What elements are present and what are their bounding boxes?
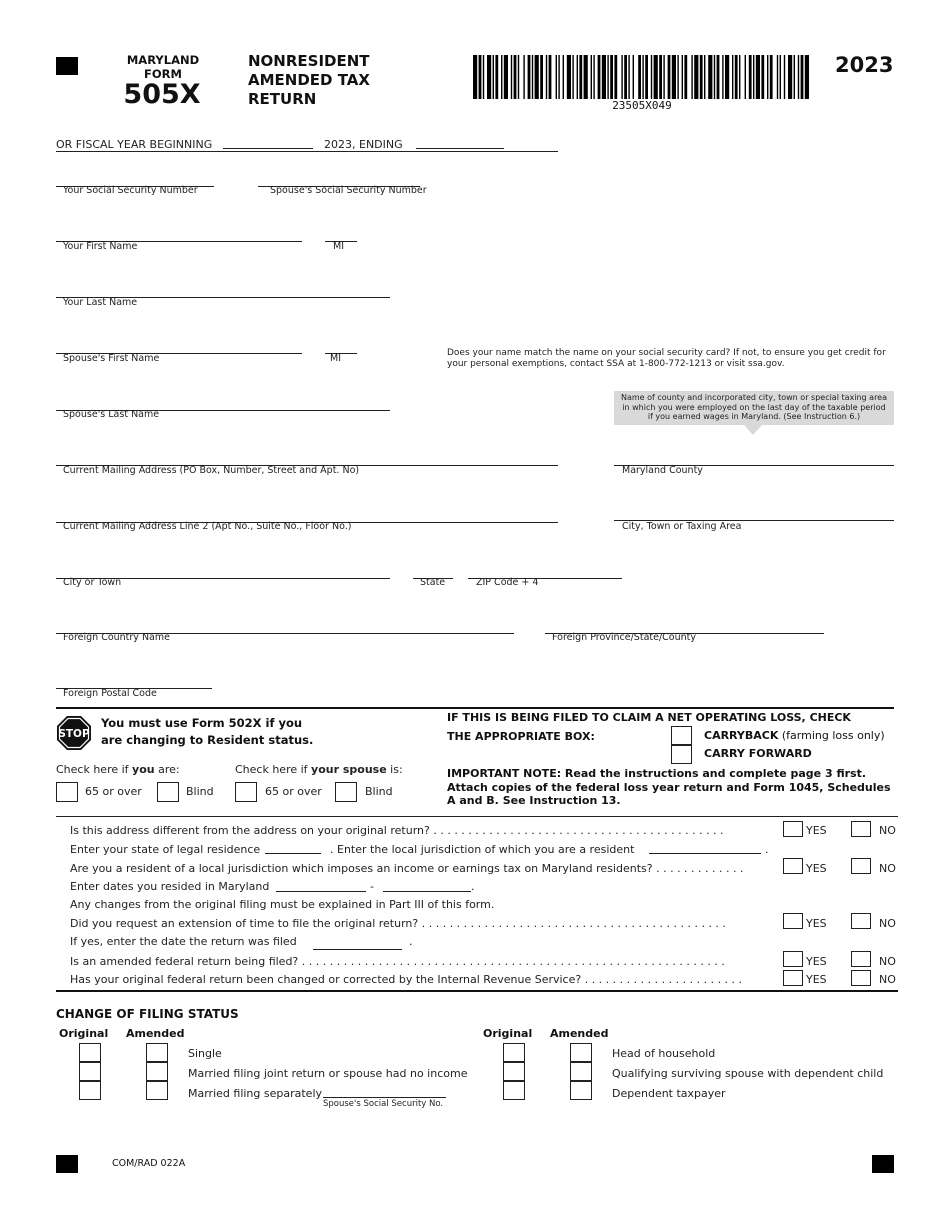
important-note: IMPORTANT NOTE: Read the instructions and complete page 3 first. Attach copies of the federal loss year return and Form 1045, Schedules A and B. See Instruction 13. — [447, 767, 891, 807]
q3-yes-checkbox[interactable] — [783, 858, 803, 874]
mfj-amended-checkbox[interactable] — [146, 1062, 168, 1081]
dependent-original-checkbox[interactable] — [503, 1081, 525, 1100]
stop-line2: are changing to Resident status. — [101, 733, 314, 747]
qss-amended-checkbox[interactable] — [570, 1062, 592, 1081]
q6-no-label: NO — [879, 917, 896, 930]
form-title-3: RETURN — [248, 90, 317, 108]
q-extension: Did you request an extension of time to file the original return? . . . . . . . . . . . . . . . . . . . . . . . . . . . . . . . . . . . . . . . . . . . . — [70, 917, 726, 930]
state-label-field: State — [420, 577, 446, 588]
date-filed-field[interactable] — [313, 949, 402, 950]
q8-no-checkbox[interactable] — [851, 951, 871, 967]
q-local-tax: Are you a resident of a local jurisdiction which imposes an income or earnings tax on Maryland residents? . . . . . . . . . . . . . — [70, 862, 744, 875]
check-you-label: Check here if you are: — [56, 763, 180, 776]
q9-no-label: NO — [879, 973, 896, 986]
q9-no-checkbox[interactable] — [851, 970, 871, 986]
first-name-label: Your First Name — [63, 241, 138, 252]
ssa-note: Does your name match the name on your social security card? If not, to ensure you get credit for your personal exemptions, contact SSA at 1-800-772-1213 or visit ssa.gov. — [447, 348, 886, 369]
amended-header-right: Amended — [550, 1027, 609, 1040]
dependent-amended-checkbox[interactable] — [570, 1081, 592, 1100]
nol-line1: IF THIS IS BEING FILED TO CLAIM A NET OPERATING LOSS, CHECK — [447, 711, 851, 724]
fiscal-end-field[interactable] — [416, 148, 504, 149]
q-irs-changed: Has your original federal return been changed or corrected by the Internal Revenue Service? . . . . . . . . . . . . . . . . . . . . . . . — [70, 973, 743, 986]
hoh-original-checkbox[interactable] — [503, 1043, 525, 1062]
hoh-label: Head of household — [612, 1047, 716, 1060]
single-label: Single — [188, 1047, 222, 1060]
q8-yes-checkbox[interactable] — [783, 951, 803, 967]
spouse-blind-label: Blind — [365, 785, 393, 798]
fiscal-year-beginning-label: OR FISCAL YEAR BEGINNING — [56, 138, 213, 151]
q8-yes-label: YES — [806, 955, 827, 968]
questions-bottom-border — [56, 990, 898, 992]
spouse-last-name-label: Spouse's Last Name — [63, 409, 160, 420]
spouse-blind-checkbox[interactable] — [335, 782, 357, 802]
stop-line1: You must use Form 502X if you — [101, 716, 303, 730]
foreign-postal-label: Foreign Postal Code — [63, 688, 157, 699]
maryland-county-label: Maryland County — [622, 465, 703, 476]
city-taxing-area-label: City, Town or Taxing Area — [622, 521, 742, 532]
stop-sign-icon — [56, 715, 92, 751]
single-original-checkbox[interactable] — [79, 1043, 101, 1062]
address-line2-label: Current Mailing Address Line 2 (Apt No., Suite No., Floor No.) — [63, 521, 352, 532]
foreign-country-label: Foreign Country Name — [63, 632, 170, 643]
form-word: FORM — [144, 67, 182, 81]
spouse-65-checkbox[interactable] — [235, 782, 257, 802]
mfj-label: Married filing joint return or spouse had no income — [188, 1067, 468, 1080]
amended-header-left: Amended — [126, 1027, 185, 1040]
original-header-right: Original — [483, 1027, 533, 1040]
foreign-province-label: Foreign Province/State/County — [552, 632, 696, 643]
q1-no-checkbox[interactable] — [851, 821, 871, 837]
mfs-label: Married filing separately — [188, 1087, 323, 1100]
stop-icon-text: STOP — [58, 728, 90, 740]
mfj-original-checkbox[interactable] — [79, 1062, 101, 1081]
mfs-spouse-ssn-label: Spouse's Social Security No. — [323, 1099, 444, 1109]
q9-yes-label: YES — [806, 973, 827, 986]
filing-status-title: CHANGE OF FILING STATUS — [56, 1007, 239, 1021]
you-65-label: 65 or over — [85, 785, 142, 798]
mi-label: MI — [333, 241, 344, 252]
zip-label: ZIP Code + 4 — [476, 577, 539, 588]
original-header-left: Original — [59, 1027, 109, 1040]
local-jurisdiction-field[interactable] — [649, 853, 761, 854]
spouse-65-label: 65 or over — [265, 785, 322, 798]
carryforward-label: CARRY FORWARD — [704, 747, 812, 760]
state-residence-field[interactable] — [265, 853, 321, 854]
q-date-filed: If yes, enter the date the return was filed — [70, 935, 297, 948]
check-spouse-label: Check here if your spouse is: — [235, 763, 403, 776]
barcode — [473, 55, 811, 99]
nol-line2: THE APPROPRIATE BOX: — [447, 730, 595, 743]
footer-form-code: COM/RAD 022A — [112, 1158, 186, 1169]
q6-yes-label: YES — [806, 917, 827, 930]
q1-yes-checkbox[interactable] — [783, 821, 803, 837]
county-tip-pointer — [744, 425, 762, 435]
form-title-2: AMENDED TAX — [248, 71, 370, 89]
q-dates-resided: Enter dates you resided in Maryland — [70, 880, 270, 893]
q1-yes-label: YES — [806, 824, 827, 837]
barcode-text: 23505X049 — [612, 99, 672, 112]
q-amended-federal: Is an amended federal return being filed? . . . . . . . . . . . . . . . . . . . . . . . . . . . . . . . . . . . . . . . . . . . . . . . . . . . . . . . . . . . . . — [70, 955, 725, 968]
qss-label: Qualifying surviving spouse with dependent child — [612, 1067, 884, 1080]
mfs-amended-checkbox[interactable] — [146, 1081, 168, 1100]
q-local-jurisdiction: . Enter the local jurisdiction of which you are a resident — [330, 843, 635, 856]
mfs-original-checkbox[interactable] — [79, 1081, 101, 1100]
you-65-checkbox[interactable] — [56, 782, 78, 802]
single-amended-checkbox[interactable] — [146, 1043, 168, 1062]
spouse-mi-label: MI — [330, 353, 341, 364]
q6-no-checkbox[interactable] — [851, 913, 871, 929]
spouse-ssn-label: Spouse's Social Security Number — [270, 185, 427, 196]
dates-dash: - — [370, 880, 374, 893]
q1-no-label: NO — [879, 824, 896, 837]
q7-period: . — [409, 935, 413, 948]
q6-yes-checkbox[interactable] — [783, 913, 803, 929]
qss-original-checkbox[interactable] — [503, 1062, 525, 1081]
spouse-first-name-label: Spouse's First Name — [63, 353, 160, 364]
registration-mark-bottom-right — [872, 1155, 894, 1173]
city-label: City or Town — [63, 577, 122, 588]
registration-mark-top-left — [56, 57, 78, 75]
form-number: 505X — [123, 79, 201, 110]
q-changes-explained: Any changes from the original filing must be explained in Part III of this form. — [70, 898, 495, 911]
last-name-label: Your Last Name — [63, 297, 138, 308]
form-title-1: NONRESIDENT — [248, 52, 370, 70]
carryback-checkbox[interactable] — [671, 726, 692, 745]
q4-period: . — [471, 880, 475, 893]
q3-no-checkbox[interactable] — [851, 858, 871, 874]
fiscal-year-ending-label: 2023, ENDING — [324, 138, 403, 151]
you-blind-checkbox[interactable] — [157, 782, 179, 802]
q9-yes-checkbox[interactable] — [783, 970, 803, 986]
hoh-amended-checkbox[interactable] — [570, 1043, 592, 1062]
state-label: MARYLAND — [126, 53, 200, 67]
you-blind-label: Blind — [186, 785, 214, 798]
q8-no-label: NO — [879, 955, 896, 968]
q3-no-label: NO — [879, 862, 896, 875]
q3-yes-label: YES — [806, 862, 827, 875]
registration-mark-bottom-left — [56, 1155, 78, 1173]
q-address-different: Is this address different from the address on your original return? . . . . . . . . . . . . . . . . . . . . . . . . . . . . . . . . . . . . . . . . . . — [70, 824, 724, 837]
dependent-label: Dependent taxpayer — [612, 1087, 726, 1100]
questions-top-border — [56, 816, 898, 817]
fiscal-underline — [56, 151, 558, 152]
resided-from-field[interactable] — [276, 891, 366, 892]
q2-period: . — [765, 843, 769, 856]
resided-to-field[interactable] — [383, 891, 471, 892]
ssn-label: Your Social Security Number — [63, 185, 198, 196]
section-divider — [56, 707, 894, 709]
mfs-spouse-ssn-field[interactable] — [323, 1097, 446, 1098]
q-state-residence: Enter your state of legal residence — [70, 843, 261, 856]
county-tip-text: Name of county and incorporated city, town or special taxing area in which you were employed on the last day of the taxable period if you earned wages in Maryland. (See Instruction 6.) — [620, 393, 888, 421]
address-line1-label: Current Mailing Address (PO Box, Number, Street and Apt. No) — [63, 465, 360, 476]
fiscal-begin-field[interactable] — [223, 148, 313, 149]
carryback-label: CARRYBACK (farming loss only) — [704, 729, 885, 742]
carryforward-checkbox[interactable] — [671, 745, 692, 764]
tax-year: 2023 — [835, 53, 894, 77]
